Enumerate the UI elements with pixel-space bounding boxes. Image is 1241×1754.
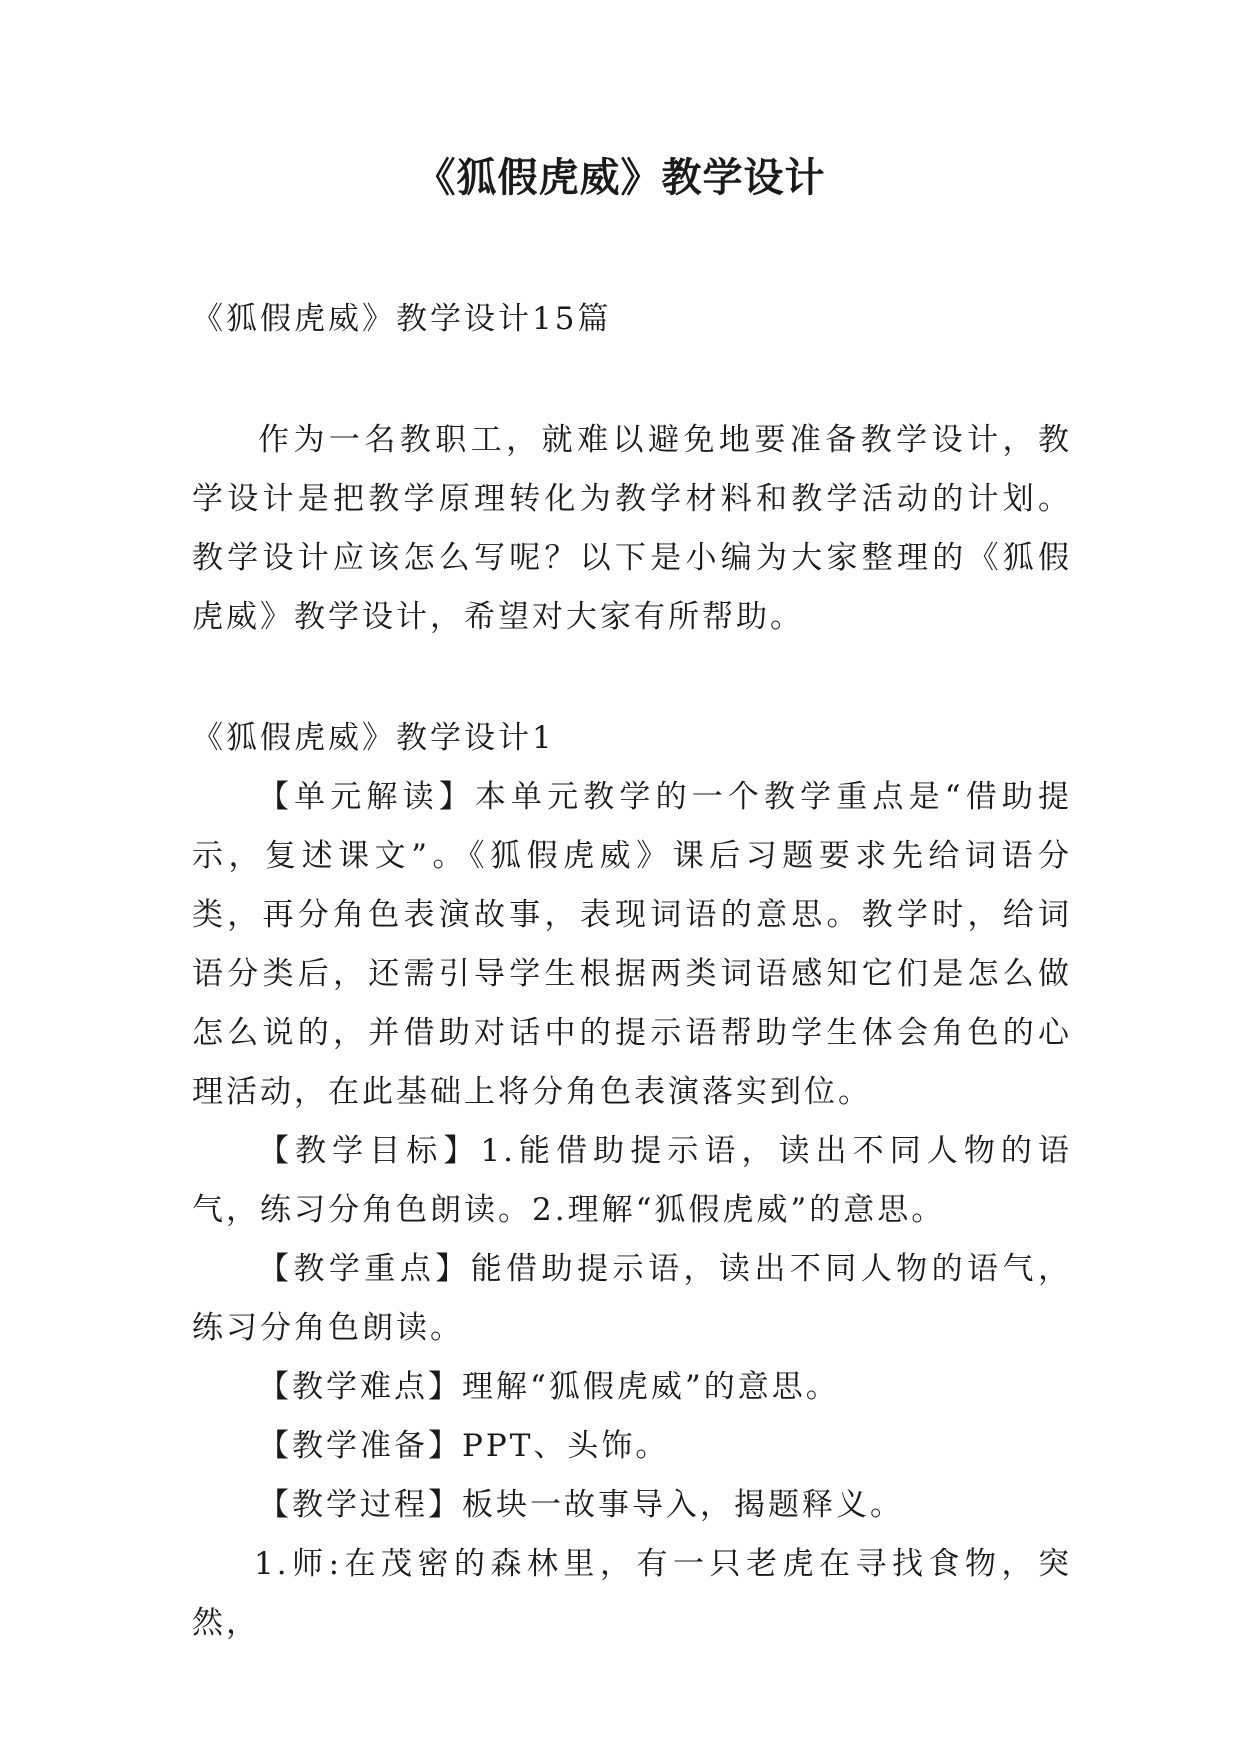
teaching-key-points-paragraph: 【教学重点】能借助提示语，读出不同人物的语气，练习分角色朗读。 [192,1251,1072,1346]
intro-paragraph: 作为一名教职工，就难以避免地要准备教学设计，教学设计是把教学原理转化为教学材料和教学活动的计划。教学设计应该怎么写呢？以下是小编为大家整理的《狐假虎威》教学设计，希望对大家有所帮助。 [192,422,1072,635]
teaching-preparation-paragraph: 【教学准备】PPT、头饰。 [258,1428,670,1464]
teaching-objectives-paragraph: 【教学目标】1.能借助提示语，读出不同人物的语气，练习分角色朗读。2.理解“狐假虎威”的意思。 [192,1133,1072,1228]
section-heading: 《狐假虎威》教学设计1 [192,720,555,756]
unit-interpretation-paragraph: 【单元解读】本单元教学的一个教学重点是“借助提示，复述课文”。《狐假虎威》课后习题要求先给词语分类，再分角色表演故事，表现词语的意思。教学时，给词语分类后，还需引导学生根据两类词语感知它们是怎么做怎么说的，并借助对话中的提示语帮助学生体会角色的心理活动，在此基础上将分角色表演落实到位。 [192,779,1072,1110]
document-subtitle: 《狐假虎威》教学设计15篇 [192,301,612,337]
teaching-difficulties-paragraph: 【教学难点】理解“狐假虎威”的意思。 [258,1369,840,1405]
teacher-intro-paragraph: 1.师:在茂密的森林里，有一只老虎在寻找食物，突然， [192,1546,1072,1641]
document-title: 《狐假虎威》教学设计 [415,155,826,201]
document-body [192,290,1072,1653]
teaching-process-paragraph: 【教学过程】板块一故事导入，揭题释义。 [258,1487,904,1523]
